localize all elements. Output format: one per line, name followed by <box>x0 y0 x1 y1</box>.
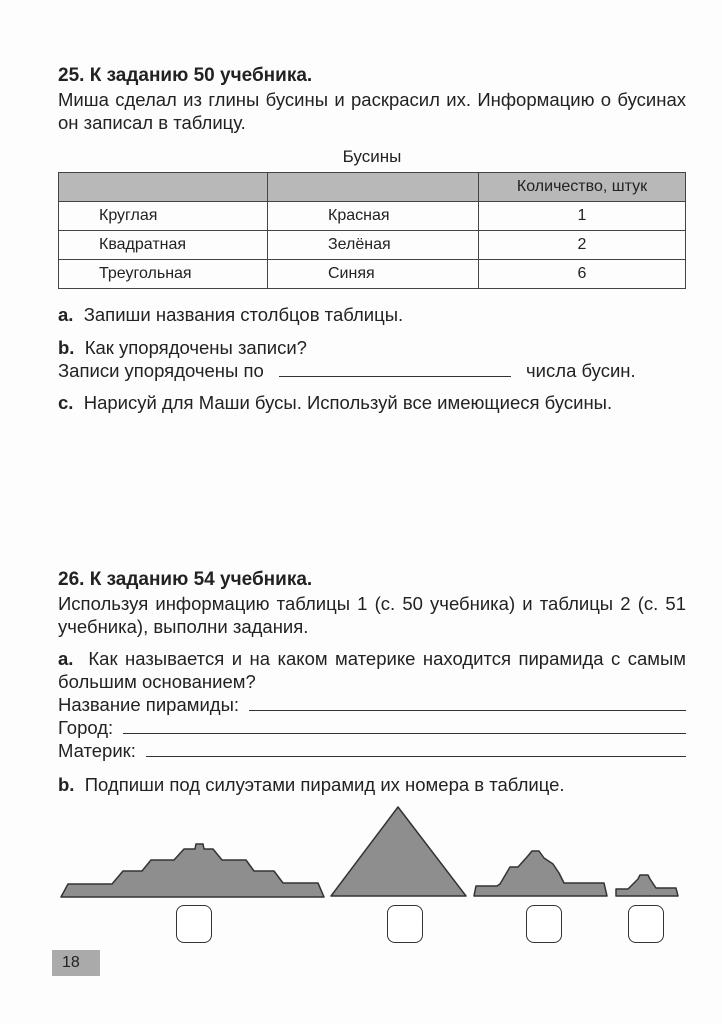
pyramid-number-box-4[interactable] <box>628 905 664 943</box>
pyramid-number-box-3[interactable] <box>526 905 562 943</box>
stepped-pyramid-1 <box>61 844 324 897</box>
item-text: Запиши названия столбцов таблицы. <box>83 304 404 325</box>
shape-cell: Круглая <box>59 202 268 231</box>
item-label: c. <box>58 392 74 413</box>
item-text: Нарисуй для Маши бусы. Используй все имеющиеся бусины. <box>83 392 613 413</box>
shape-cell: Квадратная <box>59 231 268 260</box>
triangle-pyramid-2 <box>331 807 466 896</box>
item-label: a. <box>58 648 74 669</box>
count-cell: 1 <box>479 202 686 231</box>
count-cell: 6 <box>479 260 686 289</box>
shape-cell: Треугольная <box>59 260 268 289</box>
field-label: Название пирамиды: <box>58 694 240 715</box>
color-cell: Зелёная <box>268 231 479 260</box>
pyramid-number-box-1[interactable] <box>176 905 212 943</box>
answer-prefix: Записи упорядочены по <box>58 360 264 381</box>
pyramid-number-box-2[interactable] <box>387 905 423 943</box>
field-label: Город: <box>58 717 114 738</box>
item-label: a. <box>58 304 74 325</box>
item-text: Как называется и на каком материке находится пирамида с самым большим основанием? <box>58 648 686 692</box>
item-label: b. <box>58 337 75 358</box>
stepped-pyramid-4 <box>616 875 678 896</box>
answer-suffix: числа бусин. <box>526 360 636 381</box>
item-label: b. <box>58 774 75 795</box>
item-text: Подпиши под силуэтами пирамид их номера в таблице. <box>84 774 565 795</box>
header-cell: Количество, штук <box>479 173 686 202</box>
page-number: 18 <box>52 950 100 976</box>
color-cell: Красная <box>268 202 479 231</box>
count-cell: 2 <box>479 231 686 260</box>
item-text: Как упорядочены записи? <box>84 337 307 358</box>
color-cell: Синяя <box>268 260 479 289</box>
task25-heading: 25. К заданию 50 учебника. <box>58 65 313 86</box>
task26-heading: 26. К заданию 54 учебника. <box>58 569 313 590</box>
table-title: Бусины <box>342 147 402 166</box>
stepped-pyramid-3 <box>474 851 607 896</box>
field-label: Материк: <box>58 740 136 761</box>
task26-intro: Используя информацию таблицы 1 (с. 50 учебника) и таблицы 2 (с. 51 учебника), выполни задания. <box>58 593 686 637</box>
task25-intro: Миша сделал из глины бусины и раскрасил их. Информацию о бусинах он записал в таблицу. <box>58 89 686 133</box>
